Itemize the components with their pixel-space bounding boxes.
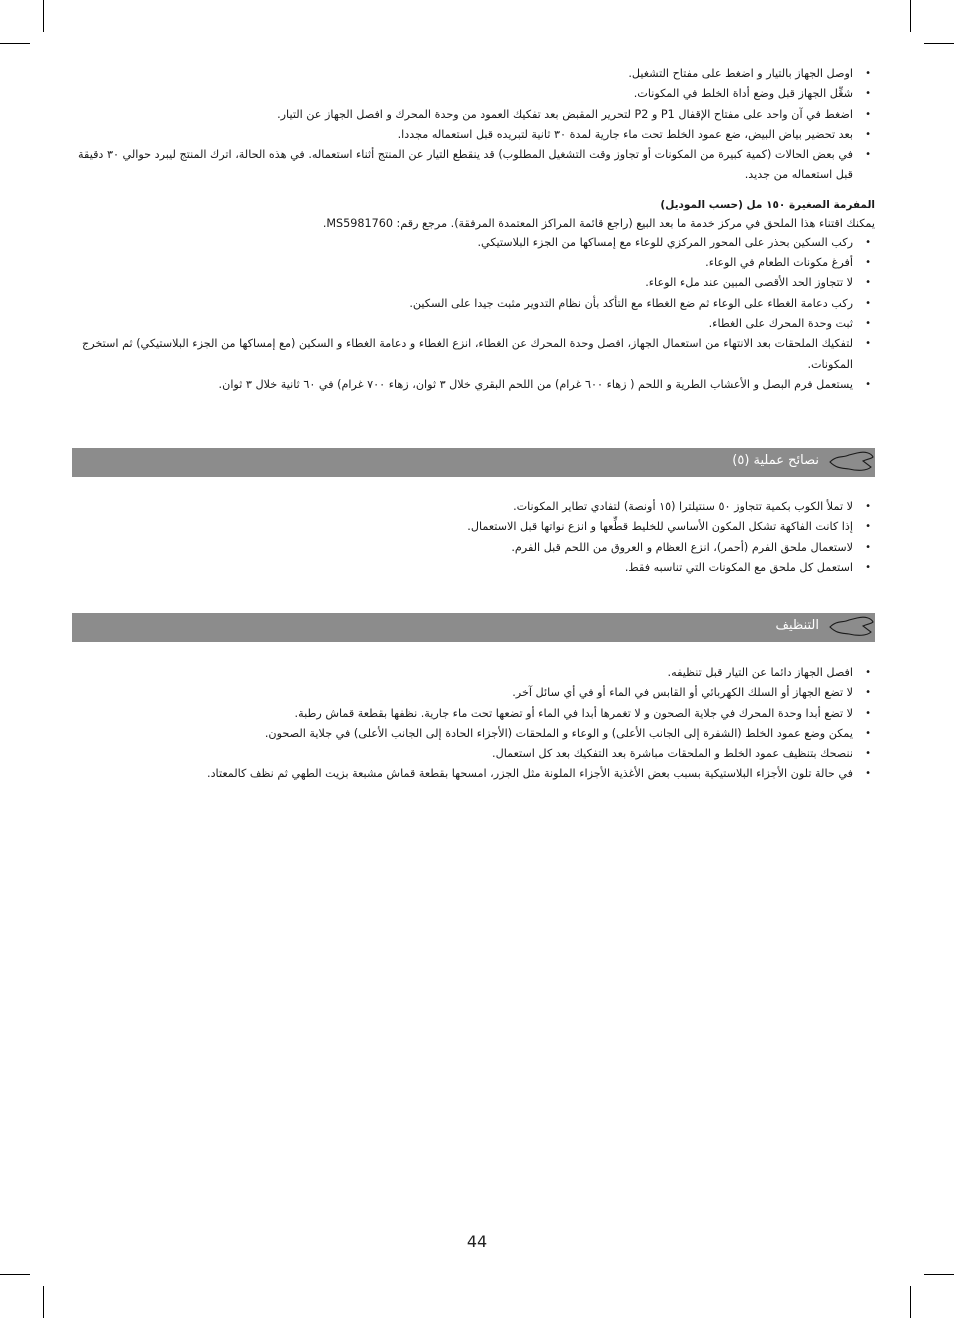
page-number: 44 <box>466 1232 488 1251</box>
list-item: • لا تضع الجهاز أو السلك الكهربائي أو القابس في الماء أو في أي سائل آخر. <box>72 683 875 703</box>
accessory-note: يمكنك اقتناء هذا الملحق في مركز خدمة ما بعد البيع (راجع قائمة المراكز المعتمدة المرفقة). مرجع رقم: MS5981760. <box>322 216 875 230</box>
list-item: • اوصل الجهاز بالتيار و اضغط على مفتاح التشغيل. <box>72 64 875 84</box>
crop-mark-bottom-right-vertical <box>910 1286 911 1318</box>
list-item: • اضغط في آن واحد على مفتاح الإقفال P1 و P2 لتحرير المقبض بعد تفكيك العمود من وحدة المحرك و افصل الجهاز عن التيار. <box>72 105 875 125</box>
mini-chopper-list <box>72 233 875 395</box>
list-item: • لا تملأ الكوب بكمية تتجاوز ٥٠ سنتيلترا (١٥ أونصة) لتفادي تطاير المكونات. <box>72 497 875 517</box>
list-item: • ركب السكين بحذر على المحور المركزي للوعاء مع إمساكها من الجزء البلاستيكي. <box>72 233 875 253</box>
crop-mark-bottom-left-horizontal <box>0 1274 30 1275</box>
tips-section <box>72 497 875 578</box>
crop-mark-bottom-left-vertical <box>43 1286 44 1318</box>
section-title: التنظيف <box>775 618 819 633</box>
list-item: • في بعض الحالات (كمية كبيرة من المكونات أو تجاوز وقت التشغيل المطلوب) قد ينقطع التيار عن المنتج أثناء استعماله. في هذه الحالة، اترك المنتج ليبرد حوالي ۳۰ دقيقة قبل استعماله من جديد. <box>72 145 875 186</box>
crop-mark-top-right-vertical <box>910 0 911 32</box>
crop-mark-top-left-horizontal <box>0 43 30 44</box>
instructions-list <box>72 64 875 186</box>
list-item: • ركب دعامة الغطاء على الوعاء ثم ضع الغطاء مع التأكد بأن نظام التدوير مثبت جيدا على السكين. <box>72 294 875 314</box>
section-header-cleaning <box>72 613 875 642</box>
crop-mark-top-right-horizontal <box>924 43 954 44</box>
list-item: • ثبت وحدة المحرك على الغطاء. <box>72 314 875 334</box>
list-item: • شغِّل الجهاز قبل وضع أداة الخلط في المكونات. <box>72 84 875 104</box>
arrow-icon <box>827 449 875 476</box>
mini-chopper-heading: المفرمة الصغيرة ١٥٠ مل (حسب الموديل) <box>660 198 875 211</box>
list-item: • استعمل كل ملحق مع المكونات التي تناسبه فقط. <box>72 558 875 578</box>
tips-list <box>72 497 875 578</box>
list-item: • إذا كانت الفاكهة تشكل المكون الأساسي للخليط قطِّعها و انزع نواتها قبل الاستعمال. <box>72 517 875 537</box>
cleaning-list <box>72 663 875 785</box>
list-item: • بعد تحضير بياض البيض، ضع عمود الخلط تحت ماء جارية لمدة ۳۰ ثانية لتبريده قبل استعماله مجددا. <box>72 125 875 145</box>
section-title: نصائح عملية (٥) <box>732 453 819 468</box>
list-item: • أفرغ مكونات الطعام في الوعاء. <box>72 253 875 273</box>
list-item: • يستعمل فرم البصل و الأعشاب الطرية و اللحم ( زهاء ٦٠٠ غرام) من اللحم البقري خلال ٣ ثوان، زهاء ٧٠٠ غرام) في ٦٠ ثانية خلال ٣ ثوان. <box>72 375 875 395</box>
list-item: • في حالة تلون الأجزاء البلاستيكية بسبب بعض الأغذية الأجزاء الملونة مثل الجزر، امسحها بقطعة قماش مشبعة بزيت الطهي ثم نظف كالمعتاد. <box>72 764 875 784</box>
instructions-section <box>72 64 875 395</box>
list-item: • لاستعمال ملحق الفرم (أحمر)، انزع العظام و العروق من اللحم قبل الفرم. <box>72 538 875 558</box>
arrow-icon <box>827 614 875 641</box>
list-item: • لا تتجاوز الحد الأقصى المبين عند ملء الوعاء. <box>72 273 875 293</box>
list-item: • ننصحك بتنظيف عمود الخلط و الملحقات مباشرة بعد التفكيك بعد كل استعمال. <box>72 744 875 764</box>
crop-mark-bottom-right-horizontal <box>924 1274 954 1275</box>
list-item: • يمكن وضع عمود الخلط (الشفرة إلى الجانب الأعلى) و الوعاء و الملحقات (الأجزاء الحادة إلى الجانب الأعلى) في جلاية الصحون. <box>72 724 875 744</box>
cleaning-section <box>72 663 875 785</box>
section-header-tips <box>72 448 875 477</box>
crop-mark-top-left-vertical <box>43 0 44 32</box>
list-item: • افصل الجهاز دائما عن التيار قبل تنظيفه. <box>72 663 875 683</box>
list-item: • لا تضع أبدا وحدة المحرك في جلاية الصحون و لا تغمرها أبدا في الماء أو تضعها تحت ماء جارية. نظفها بقطعة قماش رطبة. <box>72 704 875 724</box>
list-item: • لتفكيك الملحقات بعد الانتهاء من استعمال الجهاز، افصل وحدة المحرك عن الغطاء، انزع الغطاء و دعامة الغطاء و السكين (مع إمساكها من الجزء البلاستيكي) ثم استخرج المكونات. <box>72 334 875 375</box>
